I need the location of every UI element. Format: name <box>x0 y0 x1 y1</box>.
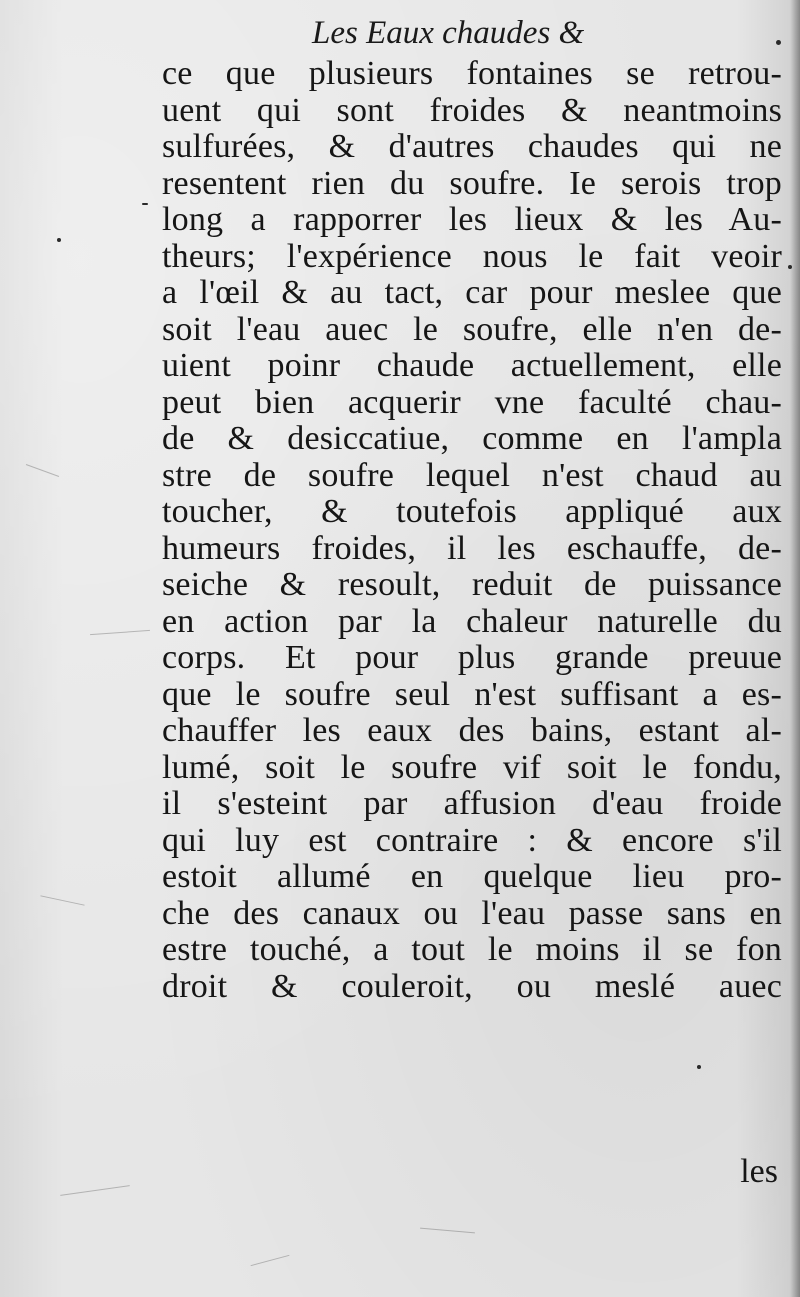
text-line: ce que plusieurs fontaines se retrou- <box>162 56 782 92</box>
paper-speck <box>788 265 792 269</box>
text-line: uient poinr chaude actuellement, elle <box>162 348 782 384</box>
text-line: de & desiccatiue, comme en l'ampla <box>162 421 782 457</box>
text-line: seiche & resoult, reduit de puissance <box>162 567 782 603</box>
paper-fiber <box>251 1255 290 1266</box>
paper-fiber <box>26 464 59 477</box>
paper-speck <box>776 40 781 45</box>
text-line: qui luy est contraire : & encore s'il <box>162 822 782 859</box>
catchword: les <box>740 1153 778 1190</box>
text-line: que le soufre seul n'est suffisant a es- <box>162 676 782 713</box>
body-text <box>162 56 782 1005</box>
paper-fiber <box>90 630 150 635</box>
paper-speck <box>142 203 148 205</box>
paper-speck <box>697 1065 701 1069</box>
page-edge-shadow <box>790 0 800 1297</box>
text-line: stre de soufre lequel n'est chaud au <box>162 457 782 494</box>
text-line: resentent rien du soufre. Ie serois trop <box>162 165 782 202</box>
text-line: droit & couleroit, ou meslé auec <box>162 968 782 1005</box>
paper-fiber <box>420 1228 475 1234</box>
paper-fiber <box>60 1185 129 1196</box>
text-line: chauffer les eaux des bains, estant al- <box>162 713 782 749</box>
text-line: sulfurées, & d'autres chaudes qui ne <box>162 129 782 165</box>
text-line: a l'œil & au tact, car pour meslee que <box>162 275 782 311</box>
text-line: peut bien acquerir vne faculté chau- <box>162 384 782 421</box>
text-line: estre touché, a tout le moins il se fon <box>162 932 782 968</box>
text-line: soit l'eau auec le soufre, elle n'en de- <box>162 311 782 348</box>
paper-speck <box>57 238 61 242</box>
text-line: theurs; l'expérience nous le fait veoir <box>162 238 782 275</box>
paper-fiber <box>40 895 84 905</box>
text-line: che des canaux ou l'eau passe sans en <box>162 895 782 932</box>
text-line: uent qui sont froides & neantmoins <box>162 92 782 129</box>
text-line: il s'esteint par affusion d'eau froide <box>162 786 782 822</box>
text-line: toucher, & toutefois appliqué aux <box>162 494 782 530</box>
text-line: en action par la chaleur naturelle du <box>162 603 782 640</box>
text-line: lumé, soit le soufre vif soit le fondu, <box>162 749 782 786</box>
text-line: estoit allumé en quelque lieu pro- <box>162 859 782 895</box>
text-line: corps. Et pour plus grande preuue <box>162 640 782 676</box>
text-line: humeurs froides, il les eschauffe, de- <box>162 530 782 567</box>
text-line: long a rapporrer les lieux & les Au- <box>162 202 782 238</box>
running-head: Les Eaux chaudes & <box>312 15 585 51</box>
